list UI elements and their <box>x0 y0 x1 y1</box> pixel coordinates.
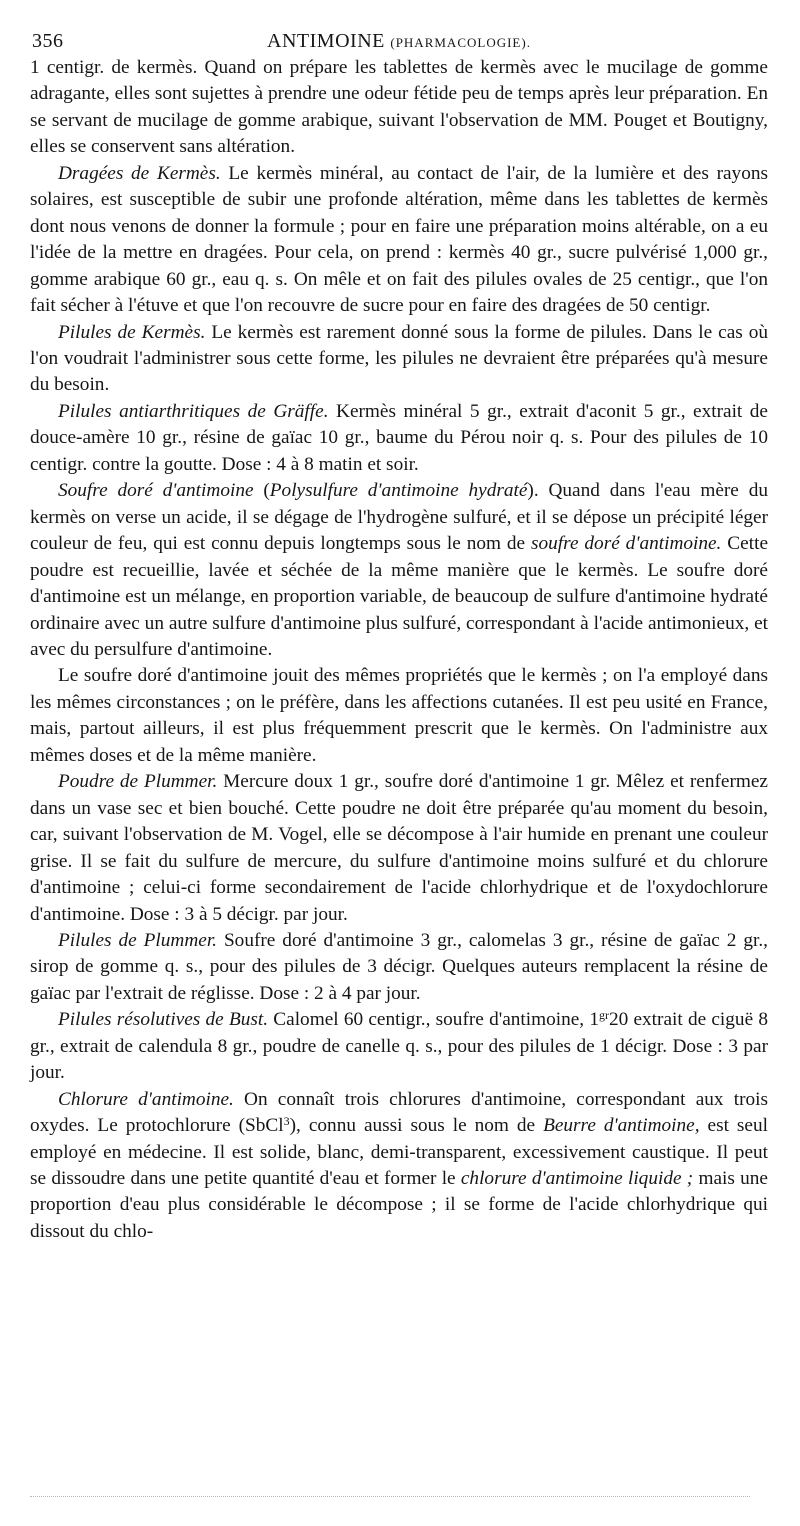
paragraph-text: 20 extrait de ciguë 8 gr., extrait de calendula 8 gr., poudre de canelle q. s., pour des pilules de 1 décigr. Dose : 3 par jour. <box>30 1009 768 1084</box>
paragraph-pilules-kermes <box>30 320 768 399</box>
italic-term: Beurre d'antimoine, <box>543 1115 700 1137</box>
paragraph-text: Cette poudre est recueillie, lavée et séchée de la même manière que le kermès. Le soufre doré d'antimoine est un mélange, en proportion variable, de beaucoup de sulfure d'antimoine hydraté ordinaire avec un autre sulfure d'antimoine plus sulfuré, correspondant à l'acide antimonieux, et avec du persulfure d'antimoine. <box>30 533 768 660</box>
section-heading: Dragées de Kermès. <box>58 162 221 184</box>
superscript-unit: gr <box>598 1008 609 1023</box>
paragraph-text: Soufre doré d'antimoine 3 gr., calomelas 3 gr., résine de gaïac 2 gr., sirop de gomme q. s., pour des pilules de 3 décigr. Quelques auteurs remplacent la résine de gaïac par l'extrait de réglisse. Dose : 2 à 4 par jour. <box>30 929 768 1004</box>
page <box>30 22 768 1245</box>
superscript-formula: 3 <box>283 1114 290 1129</box>
paragraph-text: mais une proportion d'eau plus considérable le décompose ; il se forme de l'acide chlorhydrique qui dissout du chlo- <box>30 1168 768 1242</box>
italic-term: soufre doré d'antimoine. <box>531 533 722 555</box>
page-number: 356 <box>32 30 64 52</box>
section-heading: Soufre doré d'antimoine <box>58 480 254 502</box>
italic-term: chlorure d'antimoine liquide ; <box>460 1168 694 1190</box>
page-body <box>30 55 768 1245</box>
paragraph-text: On connaît trois chlorures d'antimoine, correspondant aux trois oxydes. Le protochlorure (SbCl <box>30 1088 768 1137</box>
paragraph-continuation: 1 centigr. de kermès. Quand on prépare les tablettes de kermès avec le mucilage de gomme adragante, elles sont sujettes à prendre une odeur fétide peu de temps après leur préparation. En se servant de mucilage de gomme arabique, suivant l'observation de MM. Pouget et Boutigny, elles se conservent sans altération. <box>30 57 768 158</box>
paragraph-dragees-kermes <box>30 161 768 320</box>
section-heading: Poudre de Plummer. <box>58 771 218 793</box>
paragraph-text: Quand dans l'eau mère du kermès on verse un acide, il se dégage de l'hydrogène sulfuré, et il se dépose un précipité léger couleur de feu, qui est connu depuis longtemps sous le nom de <box>30 480 768 555</box>
paragraph-text: Mercure doux 1 gr., soufre doré d'antimoine 1 gr. Mêlez et renfermez dans un vase sec et bien bouché. Cette poudre ne doit être préparée qu'au moment du besoin, car, suivant l'observation de M. Vogel, elle se décompose à l'air humide en prenant une couleur grise. Il se fait du sulfure de mercure, du sulfure d'antimoine moins sulfuré et du chlorure d'antimoine ; celui-ci forme secondairement de l'acide chlorhydrique et de l'oxydochlorure d'antimoine. Dose : 3 à 5 décigr. par jour. <box>30 771 768 925</box>
running-title-main: ANTIMOINE <box>267 30 385 52</box>
paragraph-pilules-bust <box>30 1007 768 1086</box>
paragraph-soufre-dore-usage: Le soufre doré d'antimoine jouit des mêmes propriétés que le kermès ; on l'a employé dans les mêmes circonstances ; on le préfère, dans les affections cutanées. Il est peu usité en France, mais, partout ailleurs, il est plus fréquemment prescrit que le kermès. On l'administre aux mêmes doses et de la même manière. <box>30 665 768 766</box>
paragraph-text: est seul employé en médecine. Il est solide, blanc, demi-transparent, excessivement caustique. Il peut se dissoudre dans une petite quantité d'eau et former le <box>30 1115 768 1190</box>
paragraph-text: Kermès minéral 5 gr., extrait d'aconit 5 gr., extrait de douce-amère 10 gr., résine de gaïac 10 gr., baume du Pérou noir q. s. Pour des pilules de 10 centigr. contre la goutte. Dose : 4 à 8 matin et soir. <box>30 400 768 475</box>
section-heading: Pilules de Plummer. <box>58 929 218 951</box>
paragraph-chlorure-antimoine <box>30 1087 768 1246</box>
paragraph-text: Le kermès minéral, au contact de l'air, de la lumière et des rayons solaires, est susceptible de subir une profonde altération, même dans les tablettes de kermès dont nous venons de donner la formule ; pour en faire une préparation moins altérable, on a eu l'idée de la mettre en dragées. Pour cela, on prend : kermès 40 gr., sucre pulvérisé 1,000 gr., gomme arabique 60 gr., eau q. s. On mêle et on fait des pilules ovales de 25 centigr., que l'on fait sécher à l'étuve et que l'on recouvre de sucre pour en faire des dragées de 50 centigr. <box>30 162 768 317</box>
paragraph-poudre-plummer <box>30 769 768 928</box>
scan-bottom-rule <box>30 1496 750 1497</box>
section-heading: Pilules de Kermès. <box>58 321 206 343</box>
running-title <box>30 30 768 53</box>
running-title-sub: (PHARMACOLOGIE). <box>390 35 531 50</box>
running-header <box>30 22 768 56</box>
paragraph-text: Le kermès est rarement donné sous la forme de pilules. Dans le cas où l'on voudrait l'administrer sous cette forme, les pilules ne devraient être préparées qu'à mesure du besoin. <box>30 321 768 396</box>
section-heading: Chlorure d'antimoine. <box>58 1088 234 1110</box>
paragraph-soufre-dore: Soufre doré d'antimoine (Polysulfure d'antimoine hydraté). Quand dans l'eau mère du kermès on verse un acide, il se dégage de l'hydrogène sulfuré, et il se dépose un précipité léger couleur de feu, qui est connu depuis longtemps sous le nom de soufre doré d'antimoine. Cette poudre est recueillie, lavée et séchée de la même manière que le kermès. Le soufre doré d'antimoine est un mélange, en proportion variable, de beaucoup de sulfure d'antimoine hydraté ordinaire avec un autre sulfure d'antimoine plus sulfuré, correspondant à l'acide antimonieux, et avec du persulfure d'antimoine. <box>30 480 768 660</box>
paragraph-text: Calomel 60 centigr., soufre d'antimoine, 1 <box>268 1009 599 1031</box>
section-heading: Pilules résolutives de Bust. <box>58 1009 269 1031</box>
paragraph-pilules-plummer <box>30 928 768 1007</box>
section-heading-parenthetical: Polysulfure d'antimoine hydraté <box>269 480 528 502</box>
section-heading: Pilules antiarthritiques de Gräffe. <box>58 400 329 422</box>
paragraph-pilules-graffe <box>30 399 768 478</box>
paragraph-text: ), connu aussi sous le nom de <box>289 1115 544 1137</box>
